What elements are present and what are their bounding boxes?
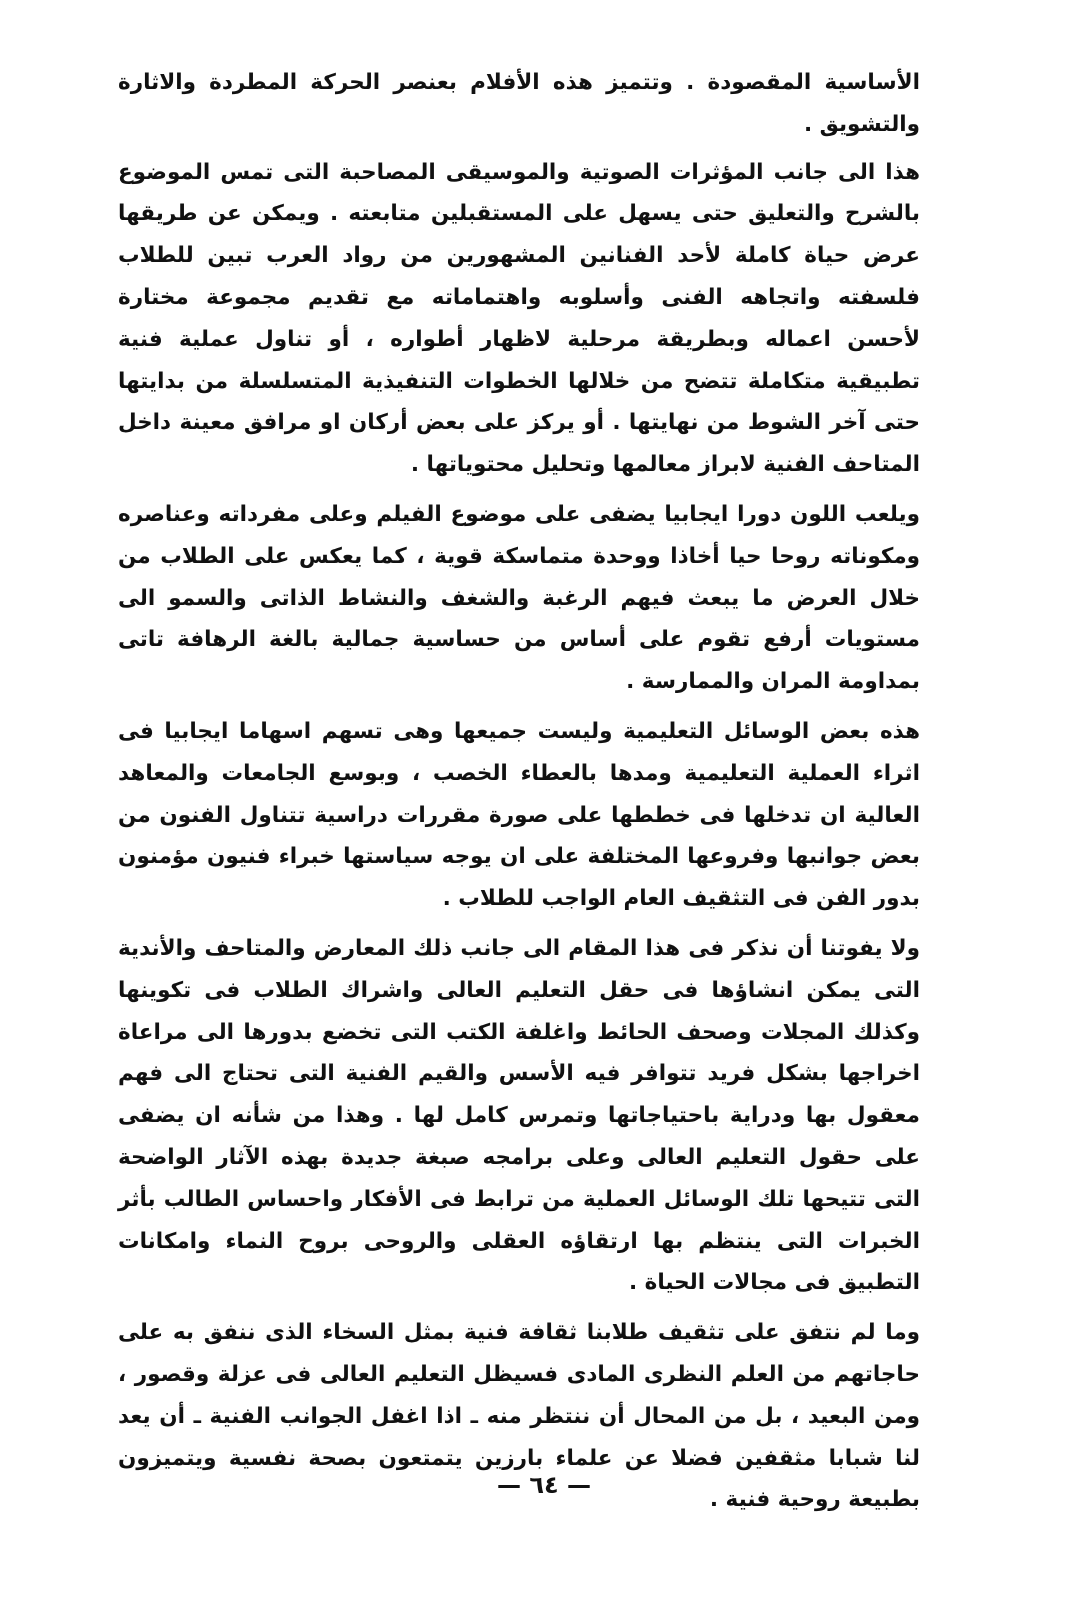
paragraph: هذا الى جانب المؤثرات الصوتية والموسيقى المصاحبة التى تمس الموضوع بالشرح والتعليق حتى يسهل على المستقبلين متابعته . ويمكن عن طريقها عرض حياة كاملة لأحد الفنانين المشهورين من رواد العرب تبين للطلاب فلسفته واتجاهه الفنى وأسلوبه واهتماماته مع تقديم مجموعة مختارة لأحسن اعماله وبطريقة مرحلية لاظهار أطواره ، أو تناول عملية فنية تطبيقية متكاملة تتضح من خلالها الخطوات التنفيذية المتسلسلة من بدايتها حتى آخر الشوط من نهايتها . أو يركز على بعض أركان او مرافق معينة داخل المتاحف الفنية لابراز معالمها وتحليل محتوياتها . [118,159,920,478]
page-number: — ٦٤ — [496,1471,591,1499]
paragraph: ولا يفوتنا أن نذكر فى هذا المقام الى جانب ذلك المعارض والمتاحف والأندية التى يمكن انشاؤها فى حقل التعليم العالى واشراك الطلاب فى تكوينها وكذلك المجلات وصحف الحائط واغلفة الكتب التى تخضع بدورها الى مراعاة اخراجها بشكل فريد تتوافر فيه الأسس والقيم الفنية التى تحتاج الى فهم معقول بها ودراية باحتياجاتها وتمرس كامل لها . وهذا من شأنه ان يضفى على حقول التعليم العالى وعلى برامجه صبغة جديدة بهذه الآثار الواضحة التى تتيحها تلك الوسائل العملية من ترابط فى الأفكار واحساس الطالب بأثر الخبرات التى ينتظم بها ارتقاؤه العقلى والروحى بروح النماء وامكانات التطبيق فى مجالات الحياة . [118,935,920,1296]
paragraph: هذه بعض الوسائل التعليمية وليست جميعها وهى تسهم اسهاما ايجابيا فى اثراء العملية التعليمية ومدها بالعطاء الخصب ، وبوسع الجامعات والمعاهد العالية ان تدخلها فى خططها على صورة مقررات دراسية تتناول الفنون من بعض جوانبها وفروعها المختلفة على ان يوجه سياستها خبراء فنيون مؤمنون بدور الفن فى التثقيف العام الواجب للطلاب . [118,718,920,912]
paragraph: ويلعب اللون دورا ايجابيا يضفى على موضوع الفيلم وعلى مفرداته وعناصره ومكوناته روحا حيا أخاذا ووحدة متماسكة قوية ، كما يعكس على الطلاب من خلال العرض ما يبعث فيهم الرغبة والشغف والنشاط الذاتى والسمو الى مستويات أرفع تقوم على أساس من حساسية جمالية بالغة الرهافة تاتى بمداومة المران والممارسة . [118,501,920,695]
paragraph: وما لم نتفق على تثقيف طلابنا ثقافة فنية بمثل السخاء الذى ننفق به على حاجاتهم من العلم النظرى المادى فسيظل التعليم العالى فى عزلة وقصور ، ومن البعيد ، بل من المحال أن ننتظر منه ـ اذا اغفل الجوانب الفنية ـ أن يعد لنا شبابا مثقفين فضلا عن علماء بارزين يتمتعون بصحة نفسية ويتميزون بطبيعة روحية فنية . [118,1320,920,1513]
body-text [118,62,920,1529]
paragraph: الأساسية المقصودة . وتتميز هذه الأفلام بعنصر الحركة المطردة والاثارة والتشويق . [118,70,920,137]
